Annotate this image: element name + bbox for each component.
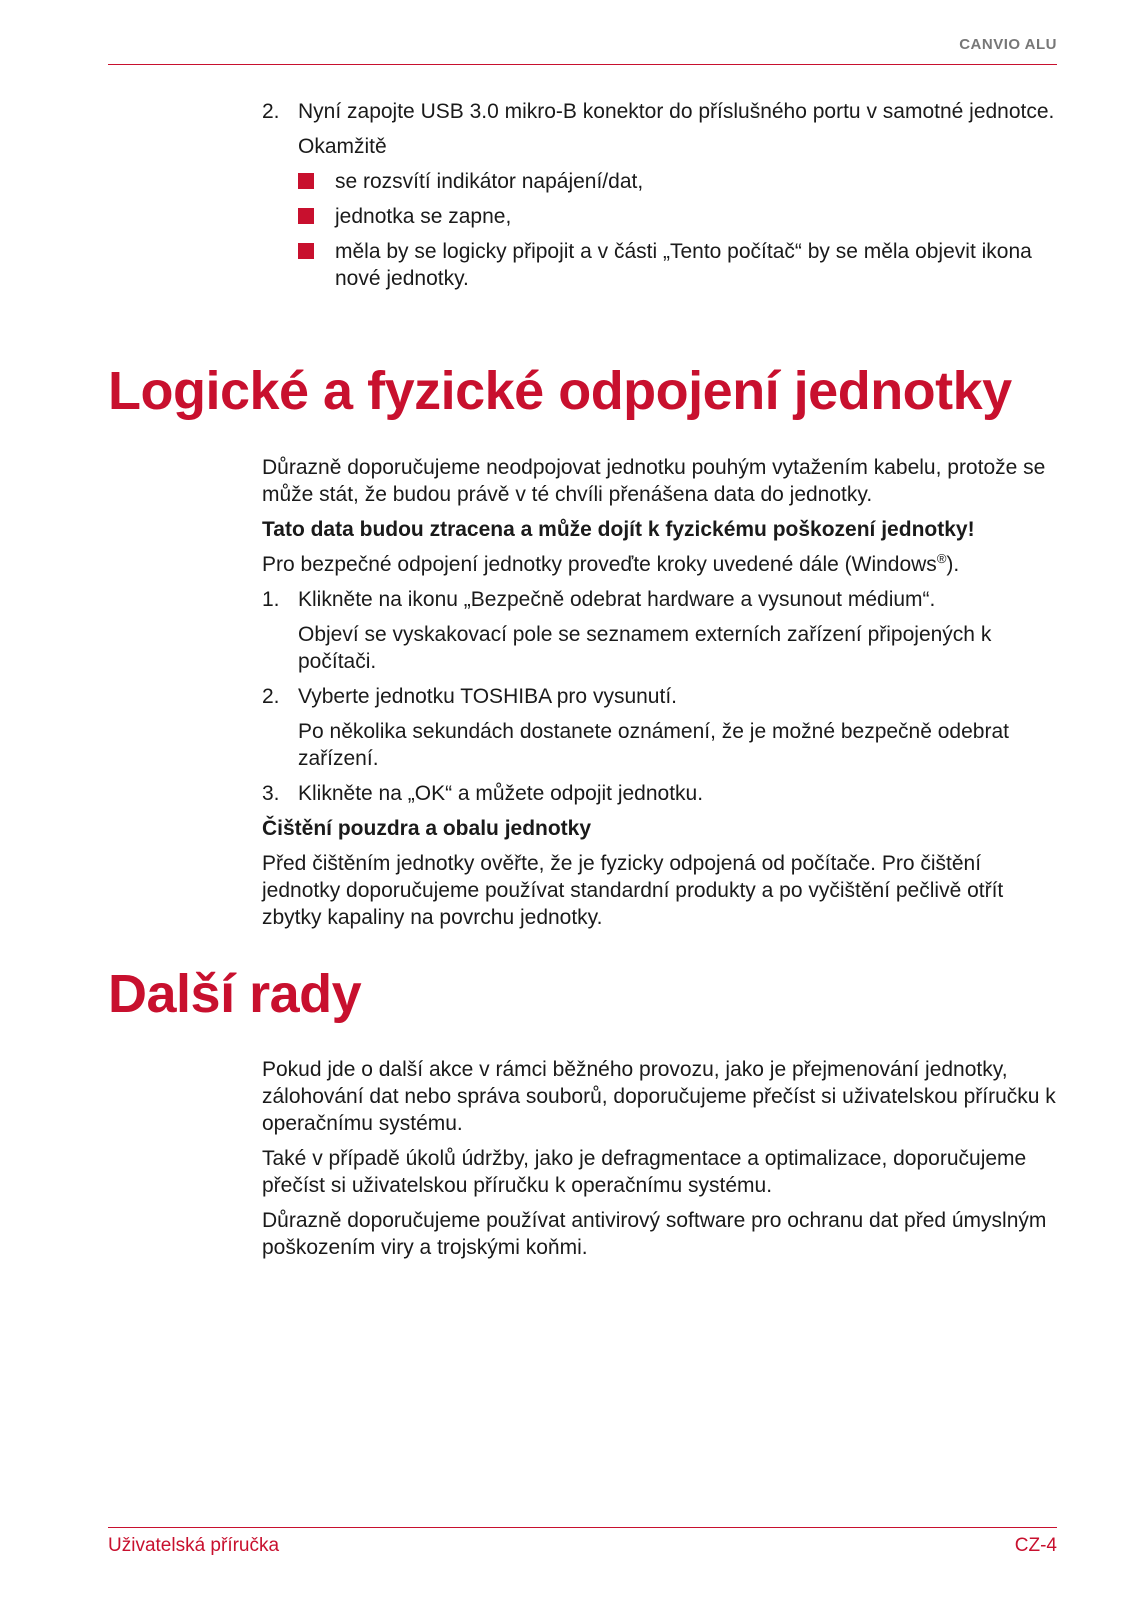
bullet-item bbox=[298, 203, 1057, 230]
bullet-text: jednotka se zapne, bbox=[335, 205, 512, 228]
header-title: CANVIO ALU bbox=[959, 36, 1057, 53]
paragraph: Také v případě úkolů údržby, jako je defragmentace a optimalizace, doporučujeme přečíst si uživatelskou příručku k operačnímu systému. bbox=[262, 1147, 1027, 1197]
bullet-item bbox=[298, 238, 1057, 292]
subheading-cleaning: Čištění pouzdra a obalu jednotky bbox=[262, 817, 592, 840]
step-2: 2. Vyberte jednotku TOSHIBA pro vysunutí. bbox=[262, 685, 677, 708]
paragraph: Pokud jde o další akce v rámci běžného provozu, jako je přejmenování jednotky, zálohování dat nebo správa souborů, doporučujeme přečíst si uživatelskou příručku k operačnímu systému. bbox=[262, 1058, 1056, 1135]
intro-text: Okamžitě bbox=[298, 135, 387, 158]
disconnect-section bbox=[262, 454, 1057, 939]
step-number: 2. bbox=[262, 100, 280, 123]
paragraph-cleaning: Před čištěním jednotky ověřte, že je fyzicky odpojená od počítače. Pro čištění jednotky doporučujeme používat standardní produkty a po vyčištění pečlivě otřít zbytky kapaliny na povrchu jednotky. bbox=[262, 852, 1004, 929]
tips-section bbox=[262, 1056, 1057, 1269]
paragraph: Důrazně doporučujeme neodpojovat jednotku pouhým vytažením kabelu, protože se může stát, že budou právě v té chvíli přenášena data do jednotky. bbox=[262, 456, 1046, 506]
footer-title: Uživatelská příručka bbox=[108, 1535, 280, 1556]
bullet-square-icon bbox=[298, 243, 314, 259]
paragraph: Důrazně doporučujeme používat antivirový software pro ochranu dat před úmyslným poškozením viry a trojskými koňmi. bbox=[262, 1209, 1047, 1259]
footer-rule bbox=[108, 1527, 1057, 1528]
warning-text: Tato data budou ztracena a může dojít k fyzickému poškození jednotky! bbox=[262, 518, 975, 541]
top-section bbox=[262, 98, 1057, 300]
paragraph: Pro bezpečné odpojení jednotky proveďte kroky uvedené dále (Windows®). bbox=[262, 551, 960, 576]
step-note: Po několika sekundách dostanete oznámení, že je možné bezpečně odebrat zařízení. bbox=[298, 720, 1009, 770]
bullet-text: se rozsvítí indikátor napájení/dat, bbox=[335, 170, 644, 193]
step-3: 3. Klikněte na „OK“ a můžete odpojit jednotku. bbox=[262, 782, 704, 805]
section-heading-disconnect: Logické a fyzické odpojení jednotky bbox=[108, 361, 1012, 421]
header-rule bbox=[108, 64, 1057, 65]
step-1: 1. Klikněte na ikonu „Bezpečně odebrat hardware a vysunout médium“. bbox=[262, 588, 936, 611]
section-heading-tips: Další rady bbox=[108, 964, 362, 1024]
step-note: Objeví se vyskakovací pole se seznamem externích zařízení připojených k počítači. bbox=[298, 623, 992, 673]
bullet-square-icon bbox=[298, 173, 314, 189]
bullet-item bbox=[298, 168, 1057, 195]
step-text: Nyní zapojte USB 3.0 mikro-B konektor do příslušného portu v samotné jednotce. bbox=[298, 100, 1055, 123]
bullet-square-icon bbox=[298, 208, 314, 224]
bullet-text: měla by se logicky připojit a v části „Tento počítač“ by se měla objevit ikona nové jednotky. bbox=[335, 240, 1032, 290]
page-number: CZ-4 bbox=[1014, 1535, 1057, 1556]
step-2 bbox=[262, 98, 1057, 125]
